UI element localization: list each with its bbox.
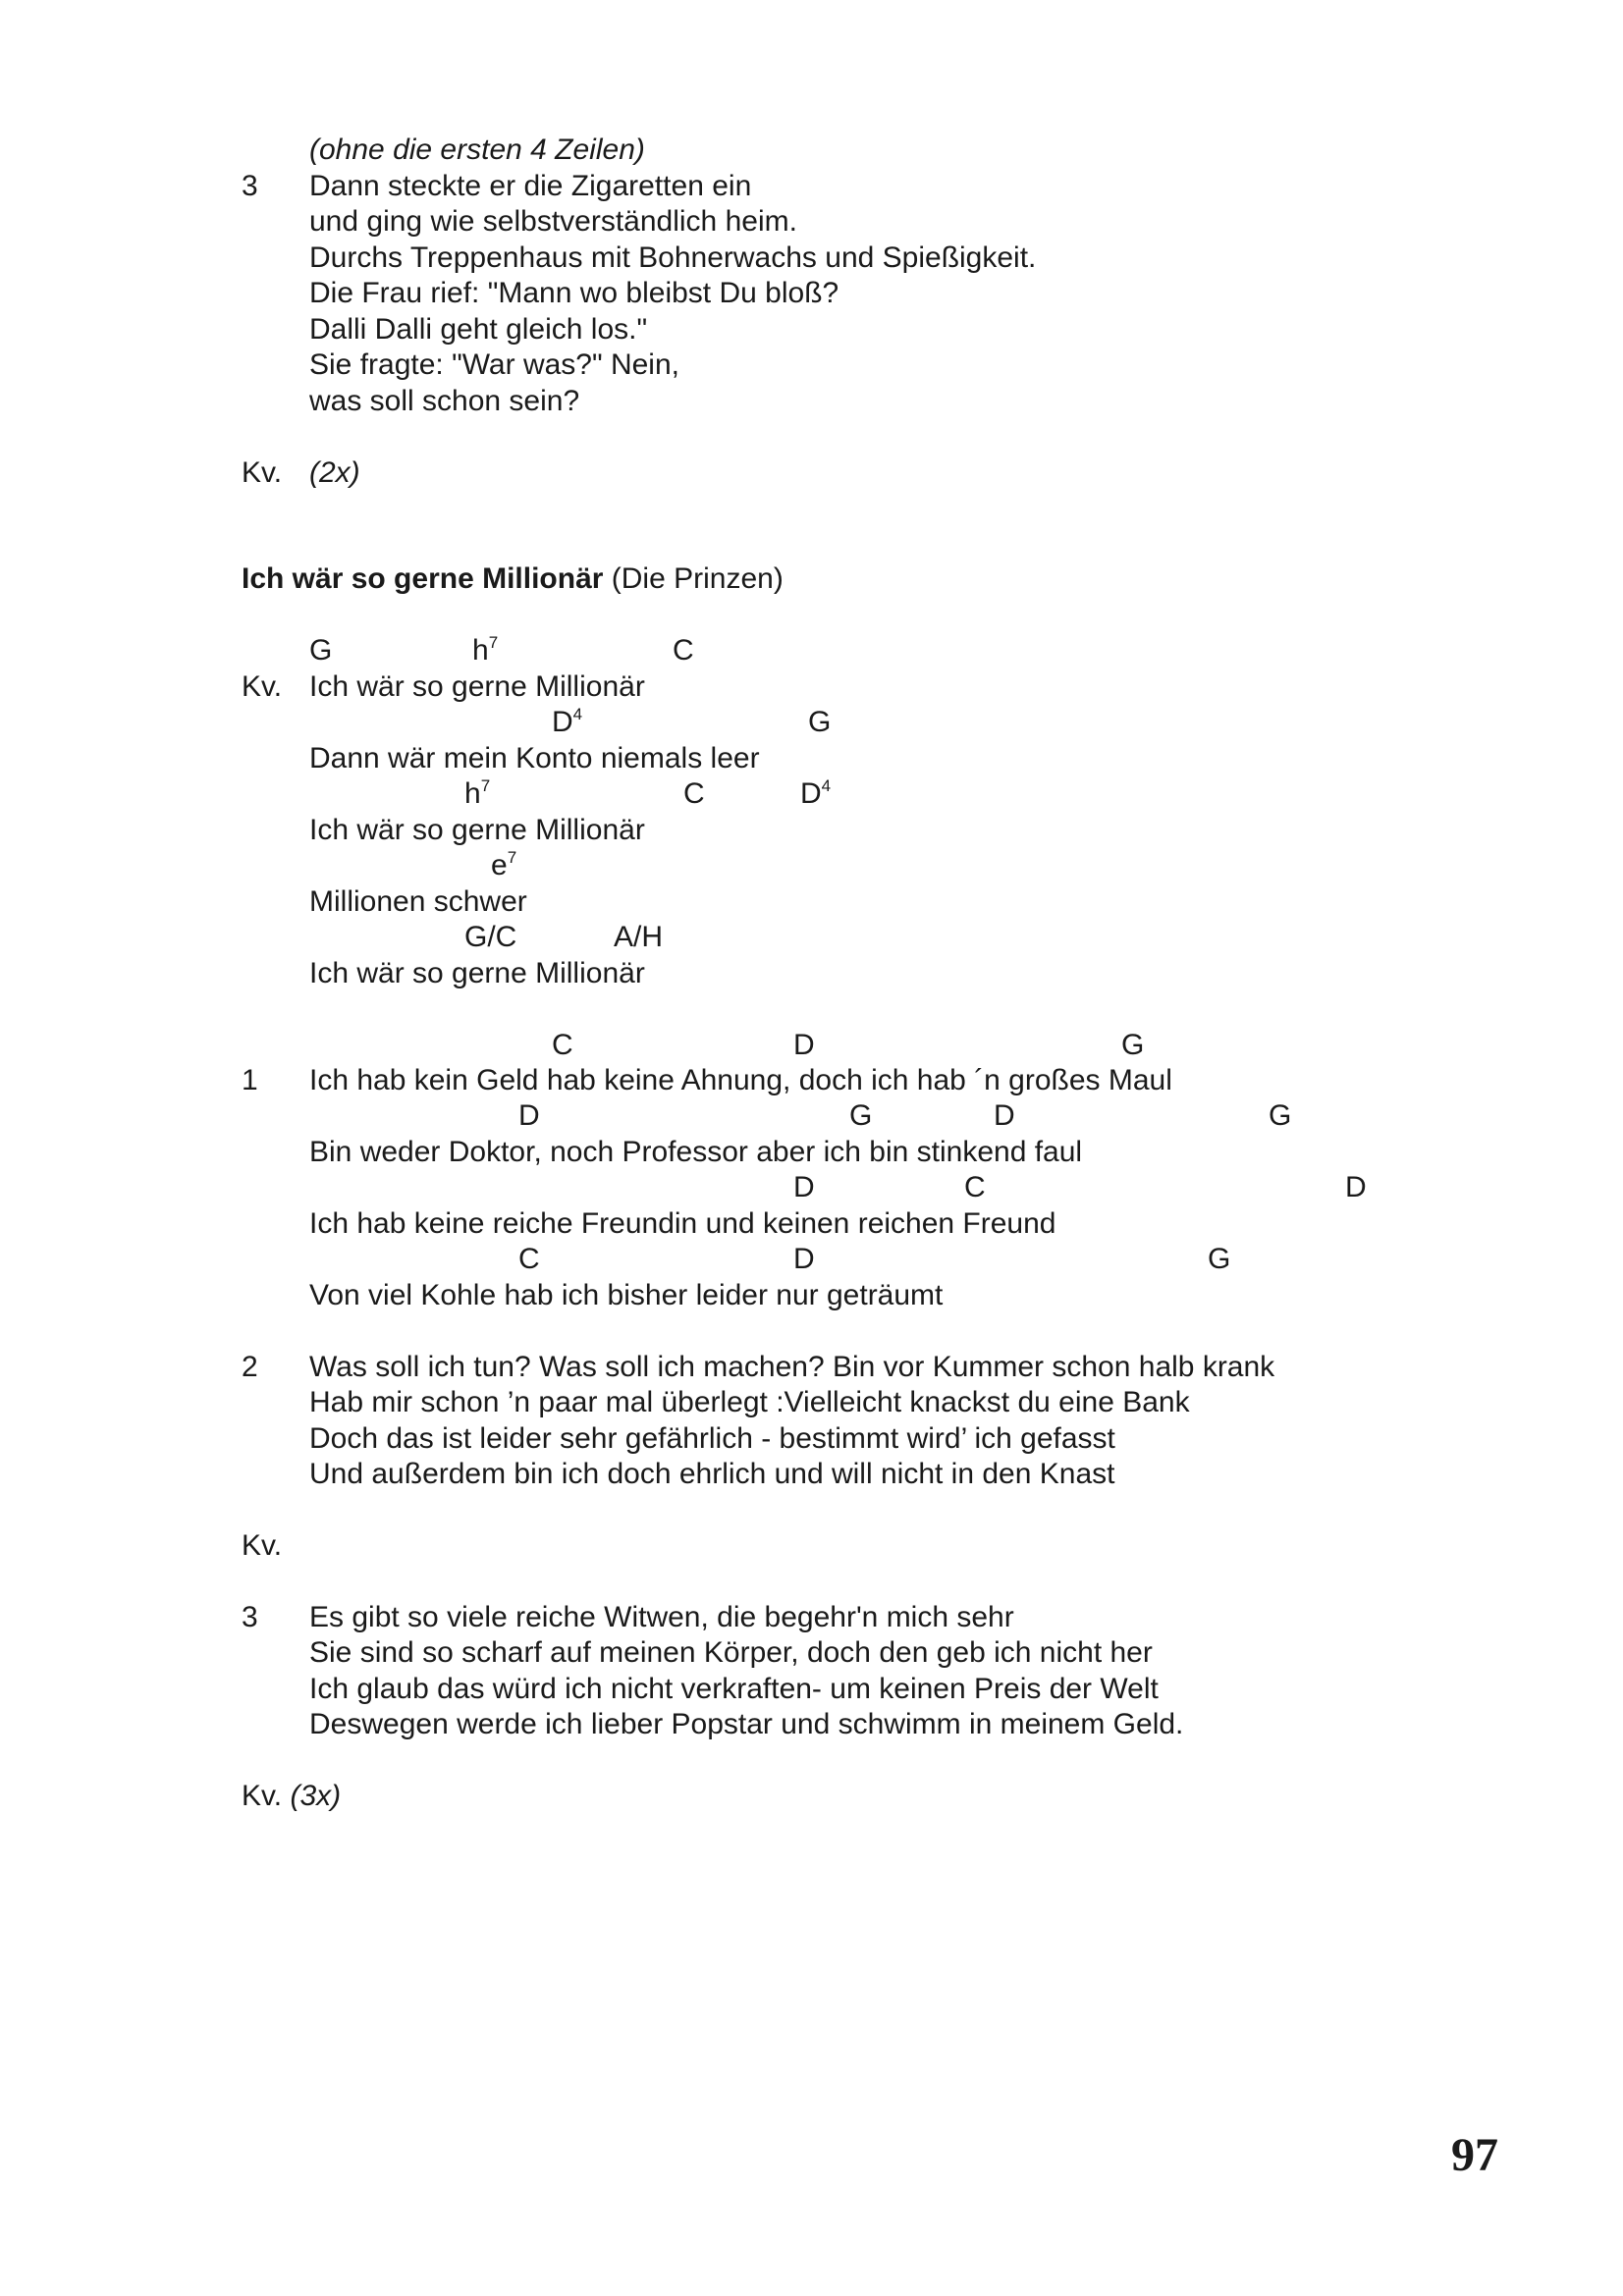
refrain-label: Kv. — [242, 456, 283, 489]
lyric-line: Deswegen werde ich lieber Popstar und schwimm in meinem Geld. — [309, 1708, 1184, 1740]
chord: G/C — [464, 921, 517, 953]
chord: C — [518, 1243, 540, 1275]
chord: $h^7$ — [472, 633, 499, 667]
chord: D — [1345, 1171, 1367, 1203]
lyric-line: Doch das ist leider sehr gefährlich - bestimmt wird’ ich gefasst — [309, 1422, 1115, 1455]
lyric-line: Von viel Kohle hab ich bisher leider nur geträumt — [309, 1279, 944, 1311]
lyric-line: Es gibt so viele reiche Witwen, die begehr'n mich sehr — [309, 1601, 1014, 1633]
lyric-line: Und außerdem bin ich doch ehrlich und will nicht in den Knast — [309, 1458, 1115, 1490]
refrain-label: Kv. — [242, 670, 283, 703]
lyric-line: Sie fragte: "War was?" Nein, — [309, 348, 679, 381]
lyric-line: Dann steckte er die Zigaretten ein — [309, 170, 752, 202]
verse-number: 3 — [242, 1601, 258, 1633]
chord: D — [518, 1099, 540, 1132]
chord: D — [793, 1171, 815, 1203]
song-artist: (Die Prinzen) — [611, 562, 784, 595]
chord: D — [994, 1099, 1015, 1132]
lyric-line: Millionen schwer — [309, 885, 527, 918]
chord: G — [808, 706, 832, 738]
lyric-line: Bin weder Doktor, noch Professor aber ich bin stinkend faul — [309, 1136, 1083, 1168]
lyric-line: Ich glaub das würd ich nicht verkraften- um keinen Preis der Welt — [309, 1673, 1159, 1705]
refrain-label: Kv. — [242, 1529, 283, 1562]
lyric-line: Ich wär so gerne Millionär — [309, 957, 645, 989]
verse-number: 3 — [242, 170, 258, 202]
verse-number: 2 — [242, 1351, 258, 1383]
section-note: (ohne die ersten 4 Zeilen) — [309, 133, 645, 166]
chord: C — [673, 634, 694, 667]
chord: $D^4$ — [552, 705, 583, 738]
lyric-line: Dalli Dalli geht gleich los." — [309, 313, 648, 346]
page-number: 97 — [1451, 2129, 1498, 2181]
chord: D — [793, 1243, 815, 1275]
verse-number: 1 — [242, 1064, 258, 1096]
chord: C — [552, 1029, 573, 1061]
song-title: Ich wär so gerne Millionär — [242, 562, 604, 595]
refrain-repeat: (2x) — [309, 456, 360, 489]
lyric-line: Durchs Treppenhaus mit Bohnerwachs und Spießigkeit. — [309, 241, 1037, 274]
chord: $h^7$ — [464, 776, 491, 810]
chord: A/H — [614, 921, 664, 953]
chord: G — [309, 634, 333, 667]
chord: C — [964, 1171, 986, 1203]
refrain-repeat: (3x) — [290, 1780, 342, 1812]
song-heading — [242, 561, 784, 597]
lyric-line: Dann wär mein Konto niemals leer — [309, 742, 760, 774]
chord: G — [849, 1099, 873, 1132]
lyric-line: Die Frau rief: "Mann wo bleibst Du bloß? — [309, 277, 839, 309]
lyric-line: Sie sind so scharf auf meinen Körper, doch den geb ich nicht her — [309, 1636, 1153, 1669]
lyric-line: Hab mir schon ’n paar mal überlegt :Vielleicht knackst du eine Bank — [309, 1386, 1190, 1418]
chord: G — [1208, 1243, 1231, 1275]
lyric-line: Was soll ich tun? Was soll ich machen? Bin vor Kummer schon halb krank — [309, 1351, 1275, 1383]
lyric-line: was soll schon sein? — [309, 385, 580, 417]
refrain-label: Kv. — [242, 1780, 283, 1812]
chord: D — [793, 1029, 815, 1061]
chord: C — [683, 777, 705, 810]
lyric-line: Ich hab kein Geld hab keine Ahnung, doch ich hab ´n großes Maul — [309, 1064, 1172, 1096]
chord: G — [1269, 1099, 1292, 1132]
lyric-line: Ich wär so gerne Millionär — [309, 670, 645, 703]
lyric-line: und ging wie selbstverständlich heim. — [309, 205, 797, 238]
lyric-line: Ich wär so gerne Millionär — [309, 814, 645, 846]
chord: G — [1121, 1029, 1145, 1061]
chord: $e^7$ — [491, 848, 517, 881]
lyric-line: Ich hab keine reiche Freundin und keinen reichen Freund — [309, 1207, 1056, 1240]
chord: $D^4$ — [800, 776, 832, 810]
refrain-line — [242, 1779, 341, 1814]
